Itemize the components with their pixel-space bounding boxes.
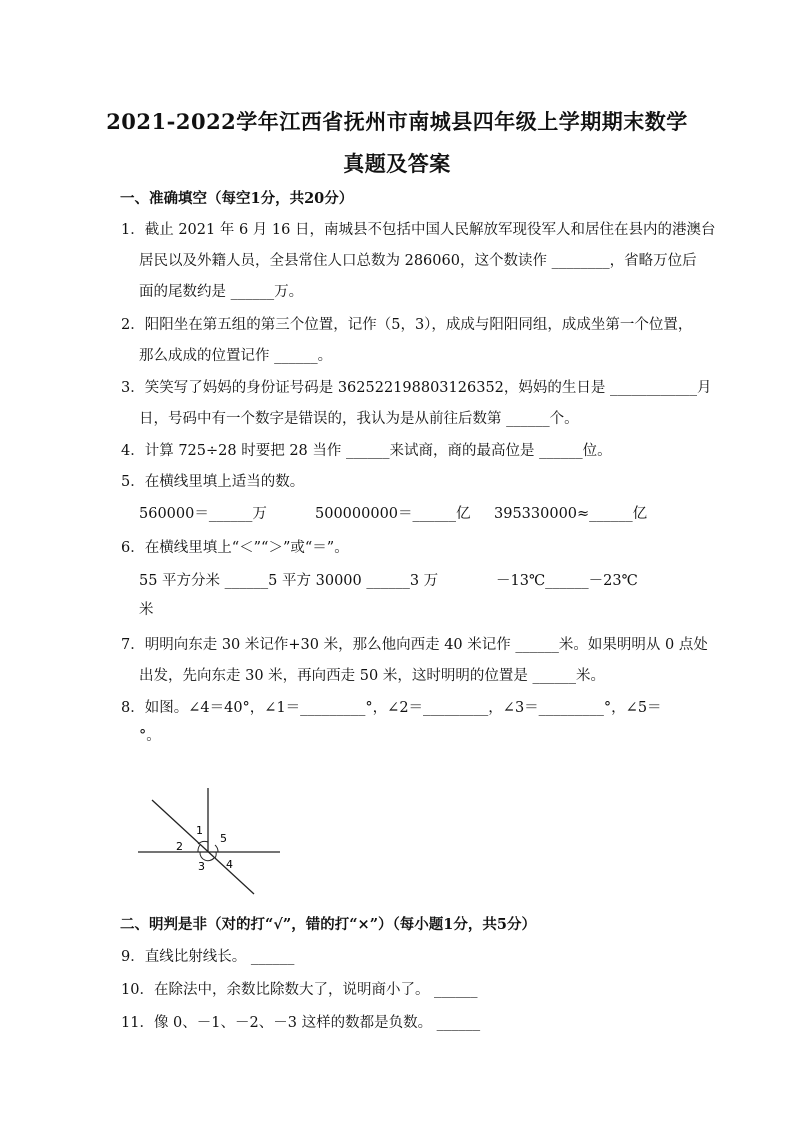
document-title-line2: 真题及答案 (343, 151, 451, 176)
question-5-item-c: 395330000≈______亿 (494, 506, 648, 522)
angle-figure (134, 782, 284, 900)
angle-2-arc (198, 845, 200, 852)
question-10: 10．在除法中，余数比除数大了，说明商小了。 ______ (121, 982, 478, 998)
question-6-line-1: 6．在横线里填上“＜”“＞”或“＝”。 (121, 540, 349, 556)
question-5-item-a: 560000＝______万 (139, 506, 267, 522)
question-5-item-b: 500000000＝______亿 (315, 506, 471, 522)
question-8-line-2: °。 (139, 728, 161, 744)
angle-label-1: 1 (196, 824, 203, 837)
question-11: 11．像 0、－1、－2、－3 这样的数都是负数。 ______ (121, 1015, 481, 1031)
question-2-line-1: 2．阳阳坐在第五组的第三个位置，记作（5，3），成成与阳阳同组，成成坐第一个位置， (121, 317, 693, 333)
section-1-heading: 一、准确填空（每空1分，共20分） (120, 190, 354, 207)
question-4: 4．计算 725÷28 时要把 28 当作 ______来试商，商的最高位是 ______位。 (121, 443, 612, 459)
question-3-line-2: 日，号码中有一个数字是错误的，我认为是从前往后数第 ______个。 (139, 411, 579, 427)
angle-4-arc (215, 852, 216, 858)
question-7-line-1: 7．明明向东走 30 米记作+30 米，那么他向西走 40 米记作 ______米。如果明明从 0 点处 (121, 637, 708, 653)
question-5-line-1: 5．在横线里填上适当的数。 (121, 474, 305, 490)
angle-label-4: 4 (226, 858, 233, 871)
angle-label-3: 3 (198, 860, 205, 873)
question-3-line-1: 3．笑笑写了妈妈的身份证号码是 362522198803126352，妈妈的生日是 ____________月 (121, 380, 712, 396)
question-6-item-a: 55 平方分米 ______5 平方 30000 ______3 万 (139, 573, 439, 589)
question-6-item-b: －13℃______－23℃ (496, 573, 638, 589)
section-2-heading: 二、明判是非（对的打“√”，错的打“×”）（每小题1分，共5分） (120, 916, 536, 933)
question-6-item-c: 米 (139, 602, 154, 618)
question-2-line-2: 那么成成的位置记作 ______。 (139, 348, 333, 364)
angle-5-arc (215, 845, 218, 852)
question-1-line-3: 面的尾数约是 ______万。 (139, 284, 304, 300)
question-1-line-2: 居民以及外籍人员，全县常住人口总数为 286060，这个数读作 ________，省略万位后 (139, 253, 697, 269)
question-7-line-2: 出发，先向东走 30 米，再向西走 50 米，这时明明的位置是 ______米。 (139, 668, 605, 684)
document-title-line1: 2021-2022学年江西省抚州市南城县四年级上学期期末数学 (106, 109, 688, 134)
question-1-line-1: 1．截止 2021 年 6 月 16 日，南城县不包括中国人民解放军现役军人和居住在县内的港澳台 (121, 222, 716, 238)
angle-label-2: 2 (176, 840, 183, 853)
question-9: 9．直线比射线长。 ______ (121, 949, 295, 965)
question-8-line-1: 8．如图。∠4＝40°，∠1＝_________°，∠2＝_________，∠3＝_________°，∠5＝ (121, 700, 662, 716)
angle-label-5: 5 (220, 832, 227, 845)
